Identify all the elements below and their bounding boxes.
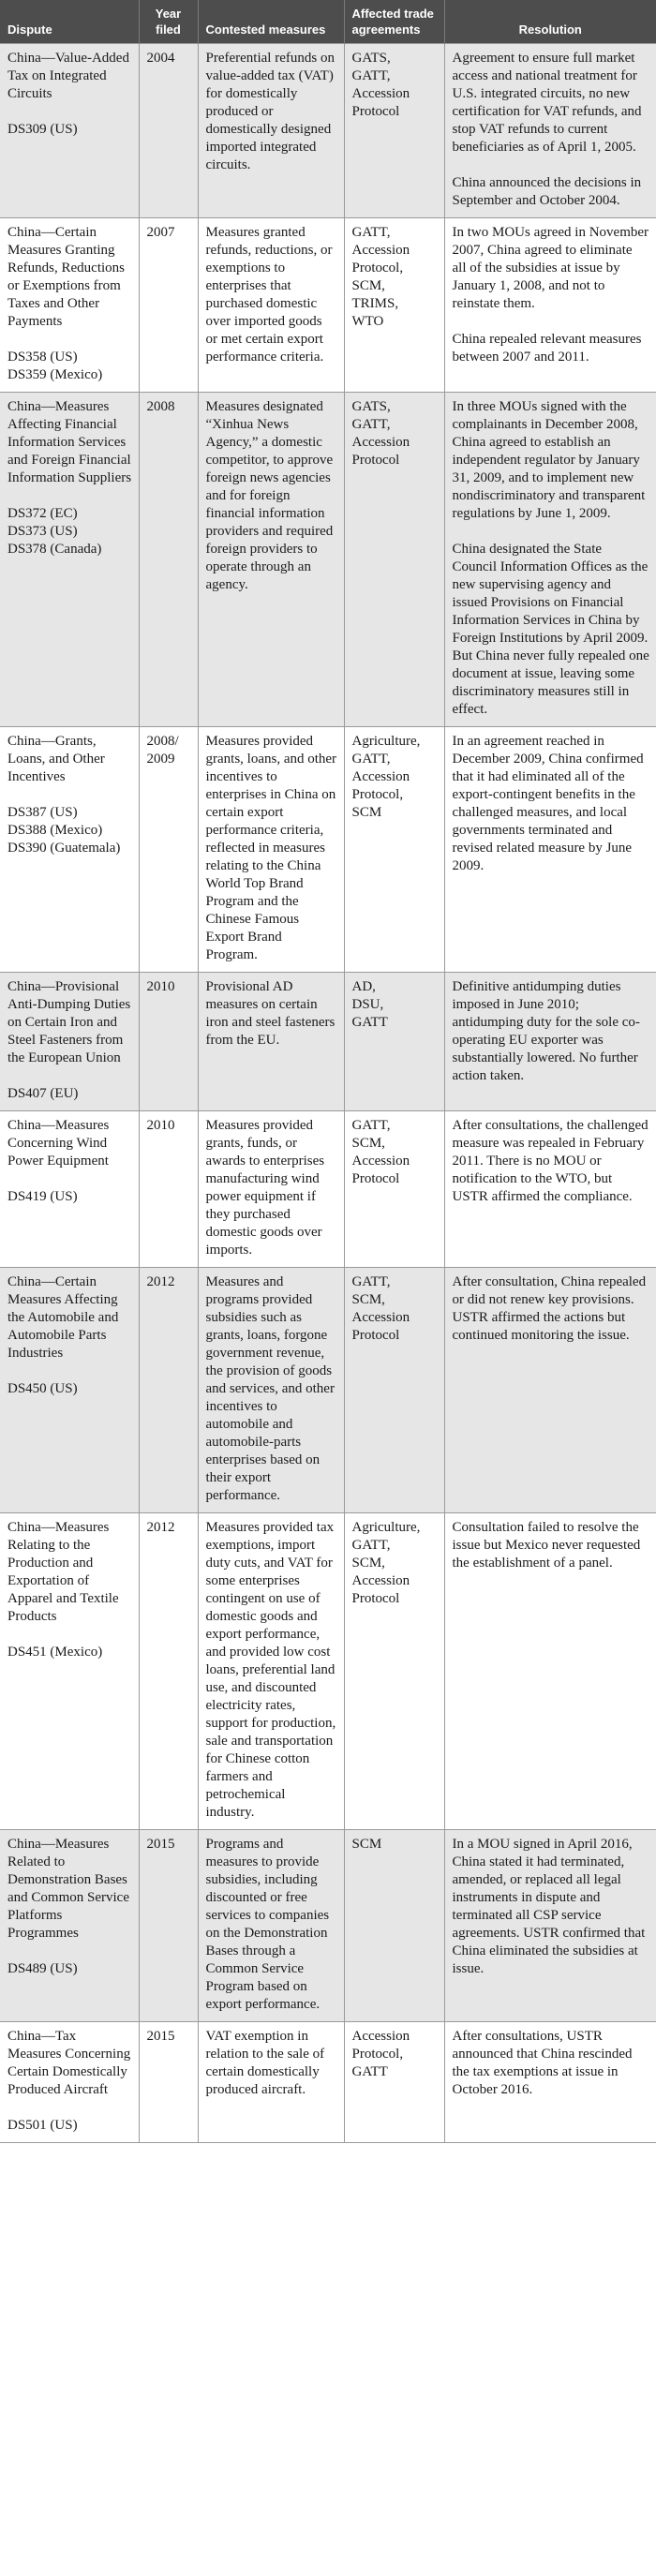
dispute-cell [0,393,139,727]
resolution-paragraph: Consultation failed to resolve the issue but Mexico never requested the establishment of a panel. [452,1520,641,1571]
year-filed-cell: 2012 [139,1268,198,1513]
agreement-item: AD, [351,979,376,994]
year-filed-cell: 2010 [139,973,198,1111]
agreement-item: Agriculture, [351,1520,421,1535]
resolution-paragraph: After consultation, China repealed or did not renew key provisions. USTR affirmed the actions but continued monitoring the issue. [452,1274,647,1343]
case-number: DS388 (Mexico) [7,823,103,838]
case-number: DS387 (US) [7,805,78,820]
case-number: DS390 (Guatemala) [7,841,121,856]
agreement-item: Protocol [351,1171,400,1186]
year-filed-cell: 2008 [139,393,198,727]
resolution-paragraph: China announced the decisions in September and October 2004. [452,175,642,208]
agreement-item: Protocol [351,1591,400,1606]
dispute-cell [0,1830,139,2022]
affected-agreements-cell [344,1268,444,1513]
agreement-item: Accession [351,1310,410,1325]
table-row [0,1513,656,1830]
dispute-title: China—Certain Measures Granting Refunds, Reductions or Exemptions from Taxes and Other Payments [7,225,125,329]
case-number: DS419 (US) [7,1189,78,1204]
year-filed-cell: 2012 [139,1513,198,1830]
resolution-cell [444,44,656,218]
affected-agreements-cell [344,1513,444,1830]
agreement-item: GATT [351,2064,388,2079]
agreement-item: Accession Protocol, [351,243,410,275]
resolution-paragraph: In two MOUs agreed in November 2007, China agreed to eliminate all of the subsidies at issue by January 1, 2008, and not to reinstate them. [452,225,649,311]
case-numbers [7,2117,132,2135]
case-number: DS373 (US) [7,524,78,539]
dispute-cell [0,727,139,973]
agreement-item: TRIMS, [351,296,399,311]
agreement-item: Accession Protocol, [351,2029,410,2062]
agreement-item: GATT, [351,1538,391,1553]
table-row [0,1111,656,1268]
year-filed-cell: 2010 [139,1111,198,1268]
header-year-filed: Year filed [139,0,198,44]
header-affected-agreements: Affected trade agreements [344,0,444,44]
case-number: DS501 (US) [7,2118,78,2133]
affected-agreements-cell [344,1111,444,1268]
agreement-item: GATT, [351,1274,391,1289]
year-filed-cell: 2015 [139,2022,198,2143]
case-number: DS407 (EU) [7,1086,79,1101]
resolution-paragraph: Definitive antidumping duties imposed in June 2010; antidumping duty for the sole co-operating EU exporter was substantially lowered. No further action taken. [452,979,640,1083]
case-numbers [7,1960,132,1978]
case-numbers [7,505,132,558]
case-number: DS451 (Mexico) [7,1645,103,1660]
contested-measures-cell: Preferential refunds on value-added tax (VAT) for domestically produced or domestically designed imported integrated circuits. [198,44,344,218]
contested-measures-cell: Provisional AD measures on certain iron and steel fasteners from the EU. [198,973,344,1111]
table-row [0,393,656,727]
agreement-item: GATT, [351,225,391,240]
case-numbers [7,121,132,139]
resolution-cell [444,218,656,393]
table-row [0,218,656,393]
dispute-title: China—Measures Relating to the Production and Exportation of Apparel and Textile Products [7,1520,119,1624]
table-row [0,1268,656,1513]
dispute-title: China—Certain Measures Affecting the Automobile and Automobile Parts Industries [7,1274,119,1361]
agreement-item: SCM, [351,1556,385,1571]
header-row [0,0,656,44]
dispute-cell [0,1268,139,1513]
case-numbers [7,804,132,857]
table-row [0,1830,656,2022]
agreement-item: Protocol [351,1328,400,1343]
case-numbers [7,1085,132,1103]
dispute-title: China—Grants, Loans, and Other Incentives [7,734,105,784]
agreement-item: WTO [351,314,384,329]
agreement-item: GATT, [351,417,391,432]
resolution-paragraph: In three MOUs signed with the complainants in December 2008, China agreed to establish an independent regulator by January 31, 2009, and to implement new nondiscriminatory and transparent regulations by June 1, 2009. [452,399,646,521]
resolution-cell [444,1111,656,1268]
resolution-paragraph: China repealed relevant measures between 2007 and 2011. [452,332,642,365]
dispute-title: China—Measures Affecting Financial Information Services and Foreign Financial Information Suppliers [7,399,132,485]
affected-agreements-cell [344,393,444,727]
agreement-item: GATS, [351,51,391,66]
table-header [0,0,656,44]
agreement-item: Protocol [351,104,400,119]
affected-agreements-cell [344,1830,444,2022]
resolution-paragraph: China designated the State Council Information Offices as the new supervising agency and issued Provisions on Financial Information Services in China by Foreign Institutions by April 2009. But China never fully repealed one document at issue, leaving some discriminatory measures still in effect. [452,542,649,717]
case-numbers [7,349,132,384]
agreement-item: GATT, [351,1118,391,1133]
year-filed-cell: 2008/ 2009 [139,727,198,973]
agreement-item: SCM [351,1837,382,1852]
dispute-title: China—Tax Measures Concerning Certain Domestically Produced Aircraft [7,2029,131,2097]
case-number: DS489 (US) [7,1961,78,1976]
header-resolution: Resolution [444,0,656,44]
dispute-cell [0,44,139,218]
agreement-item: SCM, [351,1136,385,1151]
affected-agreements-cell [344,973,444,1111]
year-filed-cell: 2015 [139,1830,198,2022]
agreement-item: Accession Protocol, [351,769,410,802]
agreement-item: Agriculture, [351,734,421,749]
dispute-cell [0,218,139,393]
contested-measures-cell: Measures provided grants, funds, or awards to enterprises manufacturing wind power equipment if they purchased domestic goods over imports. [198,1111,344,1268]
affected-agreements-cell [344,218,444,393]
case-number: DS450 (US) [7,1381,78,1396]
contested-measures-cell: Programs and measures to provide subsidies, including discounted or free services to companies on the Demonstration Bases through a Common Service Program based on export performance. [198,1830,344,2022]
year-filed-cell: 2004 [139,44,198,218]
resolution-paragraph: Agreement to ensure full market access and national treatment for U.S. integrated circuits, no new certification for VAT refunds, and stop VAT refunds to current beneficiaries as of April 1, 2005. [452,51,642,155]
dispute-title: China—Provisional Anti-Dumping Duties on Certain Iron and Steel Fasteners from the European Union [7,979,131,1065]
agreement-item: Accession [351,1573,410,1588]
table-body [0,44,656,2143]
resolution-cell [444,1513,656,1830]
agreement-item: DSU, [351,997,384,1012]
case-number: DS359 (Mexico) [7,367,103,382]
case-numbers [7,1380,132,1398]
table-row [0,2022,656,2143]
agreement-item: Accession [351,86,410,101]
affected-agreements-cell [344,44,444,218]
agreement-item: GATS, [351,399,391,414]
resolution-cell [444,1830,656,2022]
agreement-item: Protocol [351,453,400,468]
resolution-cell [444,727,656,973]
table-row [0,44,656,218]
affected-agreements-cell [344,727,444,973]
contested-measures-cell: VAT exemption in relation to the sale of certain domestically produced aircraft. [198,2022,344,2143]
contested-measures-cell: Measures provided tax exemptions, import duty cuts, and VAT for some enterprises contingent on use of domestic goods and export performance, and provided low cost loans, preferential land use, and discounted electricity rates, support for production, sale and transportation for Chinese cotton farmers and petrochemical industry. [198,1513,344,1830]
contested-measures-cell: Measures and programs provided subsidies such as grants, loans, forgone government revenue, the provision of goods and services, and other incentives to automobile and automobile-parts enterprises based on their export performance. [198,1268,344,1513]
contested-measures-cell: Measures granted refunds, reductions, or exemptions to enterprises that purchased domestic over imported goods or met certain export performance criteria. [198,218,344,393]
dispute-cell [0,973,139,1111]
dispute-cell [0,1111,139,1268]
resolution-paragraph: In a MOU signed in April 2016, China stated it had terminated, amended, or replaced all legal instruments in dispute and terminated all CSP service agreements. USTR confirmed that China eliminated the subsidies at issue. [452,1837,646,1976]
dispute-cell [0,1513,139,1830]
year-filed-cell: 2007 [139,218,198,393]
resolution-paragraph: After consultations, USTR announced that China rescinded the tax exemptions at issue in October 2016. [452,2029,633,2097]
agreement-item: Accession [351,1154,410,1169]
case-numbers [7,1644,132,1661]
dispute-title: China—Measures Related to Demonstration Bases and Common Service Platforms Programmes [7,1837,129,1941]
header-dispute: Dispute [0,0,139,44]
dispute-cell [0,2022,139,2143]
case-number: DS358 (US) [7,350,78,365]
resolution-cell [444,1268,656,1513]
resolution-paragraph: In an agreement reached in December 2009, China confirmed that it had eliminated all of the export-contingent benefits in the challenged measures, and local governments terminated and revised related measure by June 2009. [452,734,644,873]
agreement-item: SCM, [351,1292,385,1307]
resolution-cell [444,973,656,1111]
case-numbers [7,1188,132,1206]
dispute-title: China—Measures Concerning Wind Power Equipment [7,1118,110,1169]
agreement-item: GATT, [351,68,391,83]
agreement-item: GATT, [351,752,391,767]
header-contested-measures: Contested measures [198,0,344,44]
resolution-paragraph: After consultations, the challenged measure was repealed in February 2011. There is no MOU or notification to the WTO, but USTR affirmed the compliance. [452,1118,649,1204]
agreement-item: GATT [351,1015,388,1030]
affected-agreements-cell [344,2022,444,2143]
table-row [0,727,656,973]
contested-measures-cell: Measures provided grants, loans, and other incentives to enterprises in China on certain export performance criteria, reflected in measures relating to the China World Top Brand Program and the Chinese Famous Export Brand Program. [198,727,344,973]
resolution-cell [444,2022,656,2143]
dispute-title: China—Value-Added Tax on Integrated Circuits [7,51,129,101]
agreement-item: SCM [351,805,382,820]
agreement-item: Accession [351,435,410,450]
table-row [0,973,656,1111]
case-number: DS309 (US) [7,122,78,137]
agreement-item: SCM, [351,278,385,293]
case-number: DS372 (EC) [7,506,78,521]
resolution-cell [444,393,656,727]
case-number: DS378 (Canada) [7,542,102,557]
contested-measures-cell: Measures designated “Xinhua News Agency,” a domestic competitor, to approve foreign news agencies and for foreign financial information providers and required foreign providers to operate through an agency. [198,393,344,727]
